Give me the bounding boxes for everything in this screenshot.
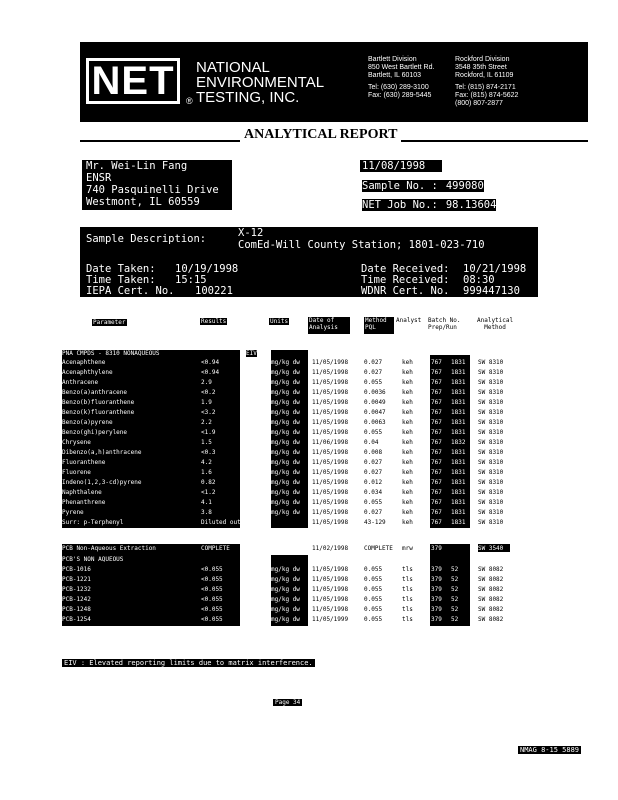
table-row-units: mg/kg dw: [271, 479, 300, 486]
table-row-units: mg/kg dw: [271, 449, 300, 456]
table-row-run: 1831: [451, 469, 466, 476]
address-line: Bartlett Division: [368, 56, 417, 63]
table-row-run: 1831: [451, 389, 466, 396]
table-row-pql: 0.055: [364, 596, 383, 603]
header-prep-run: Prep/Run: [428, 324, 457, 331]
table-row-parameter: Benzo(k)fluoranthene: [62, 409, 135, 416]
client-name: Mr. Wei-Lin Fang: [86, 160, 188, 172]
table-row-units: mg/kg dw: [271, 499, 300, 506]
table-row-analyst: keh: [402, 439, 413, 446]
table-row-prep: 379: [431, 606, 442, 613]
table-row-date: 11/05/1998: [312, 586, 349, 593]
table-row-parameter: Pyrene: [62, 509, 84, 516]
table-row-date: 11/05/1998: [312, 519, 349, 526]
table-row-run: 1831: [451, 479, 466, 486]
table-row-result: 3.8: [201, 509, 212, 516]
table-row-run: 1831: [451, 369, 466, 376]
table-row-date: 11/05/1998: [312, 499, 349, 506]
table-row-method: SW 8310: [478, 429, 504, 436]
table-row-pql: 0.034: [364, 489, 383, 496]
address-line: Rockford, IL 61109: [455, 72, 514, 79]
table-row-parameter: PCB-1242: [62, 596, 91, 603]
table-row-prep: 767: [431, 469, 442, 476]
table-row-pql: 0.012: [364, 479, 383, 486]
table-row-pql: 0.027: [364, 359, 383, 366]
client-street: 740 Pasquinelli Drive: [86, 184, 219, 196]
table-row-units: mg/kg dw: [271, 399, 300, 406]
client-company: ENSR: [86, 172, 112, 184]
results-column-pcb: [200, 544, 240, 626]
table-row-parameter: PCB-1254: [62, 616, 91, 623]
address-line: Fax: (630) 289-5445: [368, 92, 432, 99]
table-row-parameter: PCB-1221: [62, 576, 91, 583]
table-row-method: SW 8310: [478, 469, 504, 476]
batch-column-pcb: [430, 544, 470, 626]
table-row-date: 11/05/1998: [312, 449, 349, 456]
table-row-parameter: Anthracene: [62, 379, 99, 386]
table-row-parameter: Fluorene: [62, 469, 91, 476]
table-row-units: mg/kg dw: [271, 389, 300, 396]
header-analysis: Analysis: [309, 324, 338, 331]
table-row-run: 1831: [451, 419, 466, 426]
table-row-method: SW 8310: [478, 499, 504, 506]
table-row-date: 11/05/1998: [312, 409, 349, 416]
table-row-result: 1.6: [201, 469, 212, 476]
footnote: EIV : Elevated reporting limits due to matrix interference.: [64, 659, 313, 667]
table-row-prep: 767: [431, 409, 442, 416]
table-row-analyst: keh: [402, 359, 413, 366]
client-address: [82, 160, 232, 210]
table-row-analyst: keh: [402, 459, 413, 466]
date-received: 10/21/1998: [463, 263, 527, 275]
header-method-pql: [364, 317, 394, 334]
table-row-result: <0.94: [201, 359, 220, 366]
sample-number-row: [360, 180, 515, 194]
table-row-method: SW 8310: [478, 489, 504, 496]
date-taken: 10/19/1998: [175, 263, 239, 275]
table-row-pql: 0.055: [364, 499, 383, 506]
table-row-date: 11/06/1998: [312, 439, 349, 446]
table-row-parameter: Chrysene: [62, 439, 91, 446]
table-row-analyst: tls: [402, 606, 413, 613]
table-row-run: 1831: [451, 489, 466, 496]
table-row-parameter: Phenanthrene: [62, 499, 106, 506]
table-row-run: 1831: [451, 399, 466, 406]
header-batch-no: [428, 317, 461, 331]
table-row-result: 0.82: [201, 479, 216, 486]
table-row-method: SW 8310: [478, 419, 504, 426]
table-row-pql: 0.0047: [364, 409, 386, 416]
table-row-date: 11/05/1998: [312, 576, 349, 583]
table-row-run: 52: [451, 566, 459, 573]
pcb-extraction-method: SW 3540: [478, 545, 504, 552]
table-row-pql: 0.055: [364, 576, 383, 583]
table-row-pql: 0.04: [364, 439, 379, 446]
table-row-date: 11/05/1998: [312, 389, 349, 396]
table-row-result: <0.94: [201, 369, 220, 376]
table-row-units: mg/kg dw: [271, 419, 300, 426]
company-name-line3: TESTING, INC.: [196, 89, 300, 106]
table-row-prep: 767: [431, 509, 442, 516]
table-row-run: 1831: [451, 429, 466, 436]
table-row-prep: 379: [431, 596, 442, 603]
header-parameter: Parameter: [93, 319, 126, 326]
table-row-units: mg/kg dw: [271, 409, 300, 416]
time-received: 08:30: [463, 274, 495, 286]
pcb-extraction-date: 11/02/1998: [312, 545, 349, 552]
table-row-run: 1831: [451, 459, 466, 466]
table-row-analyst: keh: [402, 409, 413, 416]
table-row-result: <3.2: [201, 409, 216, 416]
table-row-result: <0.055: [201, 616, 223, 623]
table-row-date: 11/05/1998: [312, 429, 349, 436]
table-row-prep: 379: [431, 566, 442, 573]
table-row-method: SW 8310: [478, 439, 504, 446]
time-taken-label: Time Taken:: [86, 274, 156, 286]
table-row-analyst: keh: [402, 499, 413, 506]
table-row-units: mg/kg dw: [271, 616, 300, 623]
wdnr-cert-label: WDNR Cert. No.: [361, 285, 450, 297]
table-row-run: 52: [451, 596, 459, 603]
table-row-parameter: Benzo(ghi)perylene: [62, 429, 128, 436]
table-row-parameter: Dibenzo(a,h)anthracene: [62, 449, 142, 456]
table-row-analyst: tls: [402, 586, 413, 593]
table-row-method: SW 8082: [478, 586, 504, 593]
table-row-pql: 0.027: [364, 459, 383, 466]
table-row-result: 4.2: [201, 459, 212, 466]
table-row-date: 11/05/1998: [312, 606, 349, 613]
table-row-result: <1.9: [201, 429, 216, 436]
table-row-units: mg/kg dw: [271, 576, 300, 583]
table-row-method: SW 8310: [478, 519, 504, 526]
sample-number-label: Sample No. :: [362, 180, 446, 192]
table-row-parameter: Naphthalene: [62, 489, 102, 496]
table-row-units: mg/kg dw: [271, 439, 300, 446]
table-row-result: 1.5: [201, 439, 212, 446]
table-row-analyst: keh: [402, 389, 413, 396]
header-units: Units: [270, 318, 289, 325]
table-row-date: 11/05/1998: [312, 596, 349, 603]
iepa-cert-label: IEPA Cert. No.: [86, 285, 175, 297]
table-row-analyst: tls: [402, 566, 413, 573]
table-row-prep: 767: [431, 439, 442, 446]
header-method: Method: [365, 317, 387, 324]
table-row-date: 11/05/1998: [312, 509, 349, 516]
table-row-date: 11/05/1998: [312, 419, 349, 426]
address-line: 850 West Bartlett Rd.: [368, 64, 435, 71]
table-row-parameter: Acenaphthene: [62, 359, 106, 366]
table-row-method: SW 8310: [478, 369, 504, 376]
table-row-result: 1.9: [201, 399, 212, 406]
table-row-method: SW 8082: [478, 616, 504, 623]
table-row-method: SW 8310: [478, 379, 504, 386]
table-row-method: SW 8310: [478, 449, 504, 456]
table-row-pql: 0.055: [364, 616, 383, 623]
header-results: Results: [201, 318, 227, 325]
table-row-prep: 767: [431, 359, 442, 366]
header-date-of-analysis: [308, 317, 350, 334]
table-row-parameter: Benzo(a)anthracene: [62, 389, 128, 396]
table-row-date: 11/05/1998: [312, 379, 349, 386]
table-row-method: SW 8310: [478, 359, 504, 366]
table-row-date: 11/05/1998: [312, 469, 349, 476]
table-row-analyst: tls: [402, 616, 413, 623]
table-row-analyst: keh: [402, 469, 413, 476]
table-row-date: 11/05/1998: [312, 566, 349, 573]
pna-section-title: PNA CMPDS - 8310 NONAQUEOUS: [62, 350, 160, 357]
address-line: (800) 807-2877: [455, 100, 503, 107]
table-row-prep: 767: [431, 499, 442, 506]
table-row-prep: 767: [431, 399, 442, 406]
table-row-date: 11/05/1998: [312, 479, 349, 486]
table-row-parameter: PCB-1232: [62, 586, 91, 593]
header-method-2: Method: [484, 324, 506, 331]
net-logo: NET: [86, 58, 180, 104]
table-row-analyst: keh: [402, 369, 413, 376]
pcb-extraction-pql: COMPLETE: [364, 545, 393, 552]
table-row-date: 11/05/1998: [312, 489, 349, 496]
client-city: Westmont, IL 60559: [86, 196, 200, 208]
table-row-method: SW 8082: [478, 596, 504, 603]
table-row-units: mg/kg dw: [271, 489, 300, 496]
table-row-parameter: Benzo(b)fluoranthene: [62, 399, 135, 406]
table-row-pql: 0.055: [364, 586, 383, 593]
time-received-label: Time Received:: [361, 274, 450, 286]
table-row-units: mg/kg dw: [271, 359, 300, 366]
address-line: Tel: (630) 289-3100: [368, 84, 429, 91]
address-line: Rockford Division: [455, 56, 510, 63]
table-row-pql: 0.055: [364, 429, 383, 436]
table-row-prep: 379: [431, 576, 442, 583]
table-row-analyst: keh: [402, 489, 413, 496]
company-name-line2: ENVIRONMENTAL: [196, 74, 325, 91]
table-row-analyst: keh: [402, 519, 413, 526]
iepa-cert-number: 100221: [195, 285, 233, 297]
table-row-prep: 767: [431, 479, 442, 486]
table-row-prep: 767: [431, 389, 442, 396]
header-analyst: Analyst: [396, 317, 422, 324]
table-row-units: mg/kg dw: [271, 469, 300, 476]
table-row-pql: 0.0049: [364, 399, 386, 406]
table-row-run: 1831: [451, 449, 466, 456]
table-row-units: mg/kg dw: [271, 379, 300, 386]
table-row-result: 2.2: [201, 419, 212, 426]
table-row-parameter: Surr: p-Terphenyl: [62, 519, 124, 526]
table-row-result: Diluted out: [201, 519, 241, 526]
job-number-label: NET Job No.:: [362, 199, 446, 211]
table-row-date: 11/05/1998: [312, 459, 349, 466]
table-row-method: SW 8082: [478, 606, 504, 613]
table-row-units: mg/kg dw: [271, 509, 300, 516]
table-row-analyst: keh: [402, 379, 413, 386]
registered-mark: ®: [186, 96, 193, 106]
table-row-analyst: keh: [402, 399, 413, 406]
table-row-parameter: Acenaphthylene: [62, 369, 113, 376]
table-row-prep: 767: [431, 459, 442, 466]
table-row-units: mg/kg dw: [271, 369, 300, 376]
table-row-run: 52: [451, 576, 459, 583]
table-row-prep: 767: [431, 419, 442, 426]
table-row-parameter: Fluoranthene: [62, 459, 106, 466]
table-row-result: <1.2: [201, 489, 216, 496]
table-row-parameter: PCB-1016: [62, 566, 91, 573]
pcb-extraction-parameter: PCB Non-Aqueous Extraction: [62, 545, 156, 552]
job-number: 98.13604: [445, 199, 497, 211]
table-row-prep: 379: [431, 616, 442, 623]
table-row-prep: 767: [431, 449, 442, 456]
table-row-units: mg/kg dw: [271, 586, 300, 593]
table-row-run: 1831: [451, 509, 466, 516]
table-row-result: <0.2: [201, 389, 216, 396]
report-title: ANALYTICAL REPORT: [240, 127, 401, 143]
table-row-run: 1831: [451, 499, 466, 506]
header-pql: PQL: [365, 324, 376, 331]
job-number-row: [360, 199, 515, 213]
table-row-method: SW 8310: [478, 389, 504, 396]
company-name-line1: NATIONAL: [196, 59, 270, 76]
table-row-run: 1832: [451, 439, 466, 446]
sample-description-site: ComEd-Will County Station; 1801-023-710: [238, 239, 485, 251]
table-row-method: SW 8310: [478, 409, 504, 416]
sample-info-block: [80, 227, 538, 297]
address-line: Tel: (815) 874-2171: [455, 84, 516, 91]
header-analytical-method: [477, 317, 513, 331]
table-row-prep: 767: [431, 369, 442, 376]
table-row-run: 52: [451, 606, 459, 613]
table-row-pql: 43-129: [364, 519, 386, 526]
table-row-pql: 0.0063: [364, 419, 386, 426]
table-row-result: <0.3: [201, 449, 216, 456]
table-row-units: mg/kg dw: [271, 429, 300, 436]
sample-description-id: X-12: [238, 227, 264, 239]
header-batch: Batch No.: [428, 317, 461, 324]
table-row-units: mg/kg dw: [271, 459, 300, 466]
table-row-analyst: keh: [402, 449, 413, 456]
address-line: Bartlett, IL 60103: [368, 72, 422, 79]
pcb-extraction-prep: 379: [431, 545, 442, 552]
table-row-pql: 0.027: [364, 369, 383, 376]
table-row-units: mg/kg dw: [271, 596, 300, 603]
table-row-prep: 767: [431, 429, 442, 436]
table-row-result: 4.1: [201, 499, 212, 506]
pcb-extraction-result: COMPLETE: [201, 545, 230, 552]
table-row-prep: 767: [431, 489, 442, 496]
table-row-analyst: tls: [402, 576, 413, 583]
table-row-method: SW 8310: [478, 479, 504, 486]
table-row-result: <0.055: [201, 566, 223, 573]
date-taken-label: Date Taken:: [86, 263, 156, 275]
pcb-extraction-analyst: mrw: [402, 545, 413, 552]
table-row-analyst: keh: [402, 479, 413, 486]
table-row-prep: 767: [431, 519, 442, 526]
table-row-analyst: keh: [402, 429, 413, 436]
table-row-parameter: PCB-1248: [62, 606, 91, 613]
document-id: NMAG 8-15 5889: [520, 746, 580, 754]
table-row-units: mg/kg dw: [271, 606, 300, 613]
table-row-method: SW 8082: [478, 576, 504, 583]
date-received-label: Date Received:: [361, 263, 450, 275]
table-row-parameter: Benzo(a)pyrene: [62, 419, 113, 426]
table-row-run: 1831: [451, 359, 466, 366]
table-row-date: 11/05/1998: [312, 399, 349, 406]
table-row-prep: 767: [431, 379, 442, 386]
table-row-pql: 0.055: [364, 606, 383, 613]
table-row-analyst: tls: [402, 596, 413, 603]
table-row-method: SW 8082: [478, 566, 504, 573]
table-row-analyst: keh: [402, 509, 413, 516]
table-row-result: <0.055: [201, 576, 223, 583]
table-row-date: 11/05/1998: [312, 369, 349, 376]
table-row-date: 11/05/1999: [312, 616, 349, 623]
table-row-result: <0.055: [201, 586, 223, 593]
wdnr-cert-number: 999447130: [463, 285, 520, 297]
sample-number: 499080: [445, 180, 484, 192]
table-row-result: 2.9: [201, 379, 212, 386]
table-row-method: SW 8310: [478, 459, 504, 466]
rockford-address: [455, 56, 518, 108]
table-row-run: 1831: [451, 519, 466, 526]
company-name: [196, 60, 324, 105]
table-row-run: 52: [451, 586, 459, 593]
table-row-result: <0.055: [201, 596, 223, 603]
address-line: 3548 35th Street: [455, 64, 507, 71]
pna-section-flag: EIV: [246, 350, 257, 357]
time-taken: 15:15: [175, 274, 207, 286]
table-row-prep: 379: [431, 586, 442, 593]
table-row-pql: 0.055: [364, 566, 383, 573]
table-row-pql: 0.008: [364, 449, 383, 456]
bartlett-address: [368, 56, 434, 100]
table-row-method: SW 8310: [478, 509, 504, 516]
pcb-section-title: PCB'S NON AQUEOUS: [62, 556, 124, 563]
table-row-pql: 0.027: [364, 509, 383, 516]
header-analytical: Analytical: [477, 317, 514, 324]
header-date-of: Date of: [309, 317, 335, 324]
report-date: 11/08/1998: [360, 160, 442, 172]
table-row-pql: 0.0036: [364, 389, 386, 396]
table-row-run: 52: [451, 616, 459, 623]
page-number: Page 34: [275, 699, 301, 706]
table-row-analyst: keh: [402, 419, 413, 426]
table-row-run: 1831: [451, 379, 466, 386]
table-row-method: SW 8310: [478, 399, 504, 406]
table-row-pql: 0.055: [364, 379, 383, 386]
table-row-run: 1831: [451, 409, 466, 416]
table-row-units: mg/kg dw: [271, 566, 300, 573]
sample-description-label: Sample Description:: [86, 233, 207, 245]
address-line: Fax: (815) 874-5622: [455, 92, 519, 99]
table-row-result: <0.055: [201, 606, 223, 613]
table-row-date: 11/05/1998: [312, 359, 349, 366]
table-row-parameter: Indeno(1,2,3-cd)pyrene: [62, 479, 142, 486]
table-row-pql: 0.027: [364, 469, 383, 476]
